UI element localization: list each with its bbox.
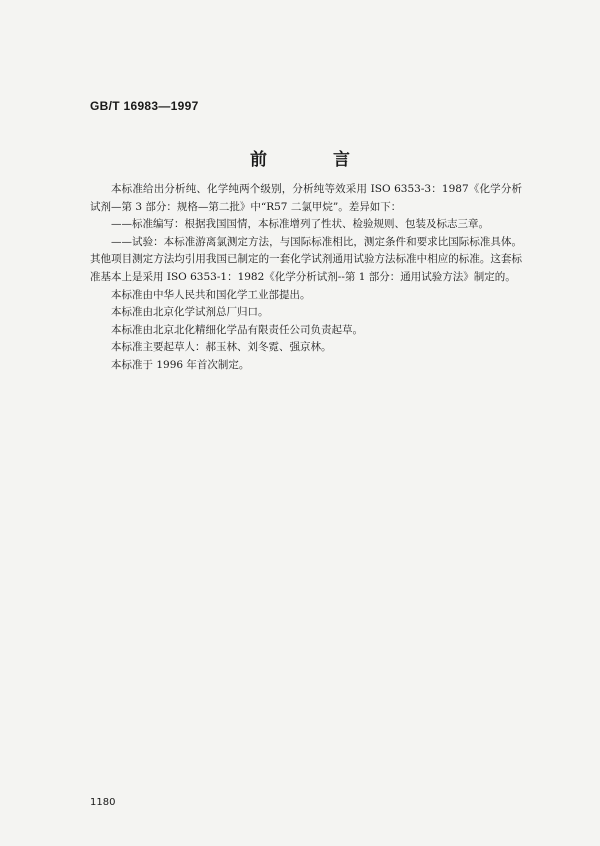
paragraph-first-issued: 本标准于 1996 年首次制定。 <box>111 358 250 371</box>
page-number: 1180 <box>90 797 116 808</box>
paragraph-difference-testing: ——试验：本标准游离氯测定方法，与国际标准相比，测定条件和要求比国际标准具体。其他项目测定方法均引用我国已制定的一套化学试剂通用试验方法标准中相应的标准。这套标准基本上是采用 ISO 6353-1：1982《化学分析试剂--第 1 部分：通用试验方法》制定的。 <box>90 235 522 283</box>
page-title: 前 言 <box>250 150 380 170</box>
paragraph-difference-writing: ——标准编写：根据我国国情，本标准增列了性状、检验规则、包装及标志三章。 <box>111 218 489 231</box>
paragraph-proposer: 本标准由中华人民共和国化学工业部提出。 <box>111 288 311 301</box>
paragraph-centralized-by: 本标准由北京化学试剂总厂归口。 <box>111 306 269 319</box>
paragraph-equivalence: 本标准给出分析纯、化学纯两个级别，分析纯等效采用 ISO 6353-3：1987《化学分析试剂—第 3 部分：规格—第二批》中“R57 二氯甲烷”。差异如下： <box>90 183 522 213</box>
preface-body <box>90 181 522 375</box>
paragraph-drafting-unit: 本标准由北京北化精细化学品有限责任公司负责起草。 <box>111 323 363 336</box>
paragraph-drafters: 本标准主要起草人：郝玉林、刘冬霓、强京林。 <box>111 341 332 354</box>
standard-code: GB/T 16983—1997 <box>90 99 199 113</box>
